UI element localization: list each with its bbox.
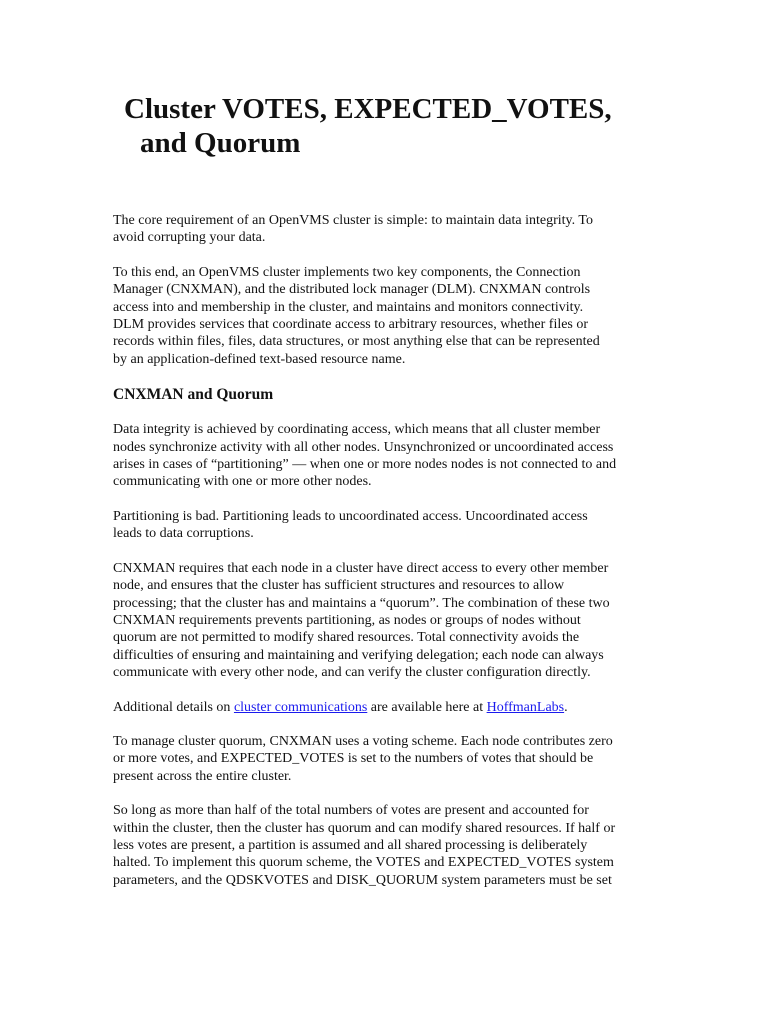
text-line: nodes synchronize activity with all other nodes. Unsynchronized or uncoordinated access [113,439,614,455]
paragraph-data-integrity [113,421,661,491]
text-line: To this end, an OpenVMS cluster implements two key components, the Connection [113,264,581,280]
text-line: arises in cases of “partitioning” — when one or more nodes nodes is not connected to and [113,457,617,473]
text-line: Partitioning is bad. Partitioning leads to uncoordinated access. Uncoordinated access [113,508,588,524]
paragraph-quorum-rules [113,802,661,889]
text-line: leads to data corruptions. [113,526,254,542]
text-line: parameters, and the QDSKVOTES and DISK_QUORUM system parameters must be set [113,872,612,888]
text-line: present across the entire cluster. [113,768,292,784]
text-line: records within files, files, data structures, or most anything else that can be represented [113,334,600,350]
document-body [113,212,661,906]
text-line: less votes are present, a partition is assumed and all shared processing is deliberately [113,837,588,853]
title-line-1: Cluster VOTES, EXPECTED_VOTES, [124,93,612,125]
text-fragment: Additional details on [113,699,234,715]
paragraph-intro [113,212,661,247]
text-line: avoid corrupting your data. [113,230,266,246]
page-title [124,92,684,160]
text-line: To manage cluster quorum, CNXMAN uses a voting scheme. Each node contributes zero [113,733,613,749]
hoffmanlabs-link[interactable]: HoffmanLabs [486,699,565,715]
text-fragment: . [564,699,568,715]
text-line: difficulties of ensuring and maintaining and verifying delegation; each node can always [113,647,604,663]
text-line: communicating with one or more other nodes. [113,474,372,490]
text-line: or more votes, and EXPECTED_VOTES is set to the numbers of votes that should be [113,751,594,767]
text-line: within the cluster, then the cluster has quorum and can modify shared resources. If half or [113,820,616,836]
text-line: DLM provides services that coordinate access to arbitrary resources, whether files or [113,317,589,333]
cluster-communications-link[interactable]: cluster communications [233,699,368,715]
text-line: So long as more than half of the total numbers of votes are present and accounted for [113,803,589,819]
text-line: CNXMAN requirements prevents partitioning, as nodes or groups of nodes without [113,612,581,628]
text-line: Manager (CNXMAN), and the distributed lock manager (DLM). CNXMAN controls [113,282,591,298]
paragraph-voting-scheme [113,733,661,785]
title-line-2: and Quorum [140,127,301,159]
text-line: The core requirement of an OpenVMS cluster is simple: to maintain data integrity. To [113,213,593,228]
text-line: communicate with every other node, and can verify the cluster configuration directly. [113,665,591,681]
text-line: halted. To implement this quorum scheme, the VOTES and EXPECTED_VOTES system [113,855,614,871]
text-line: quorum are not permitted to modify shared resources. Total connectivity avoids the [113,630,580,646]
paragraph-additional-details [113,699,661,716]
text-fragment: are available here at [367,699,487,715]
text-line: access into and membership in the cluster, and maintains and monitors connectivity. [113,299,584,315]
paragraph-components [113,264,661,368]
text-line: CNXMAN requires that each node in a cluster have direct access to every other member [113,560,609,576]
text-line: node, and ensures that the cluster has sufficient structures and resources to allow [113,578,565,594]
text-line: by an application-defined text-based resource name. [113,351,406,367]
paragraph-partitioning [113,508,661,543]
paragraph-cnxman-requirements [113,560,661,682]
text-line: processing; that the cluster has and maintains a “quorum”. The combination of these two [113,595,610,611]
text-line: Data integrity is achieved by coordinating access, which means that all cluster member [113,422,601,438]
section-heading: CNXMAN and Quorum [113,386,274,404]
